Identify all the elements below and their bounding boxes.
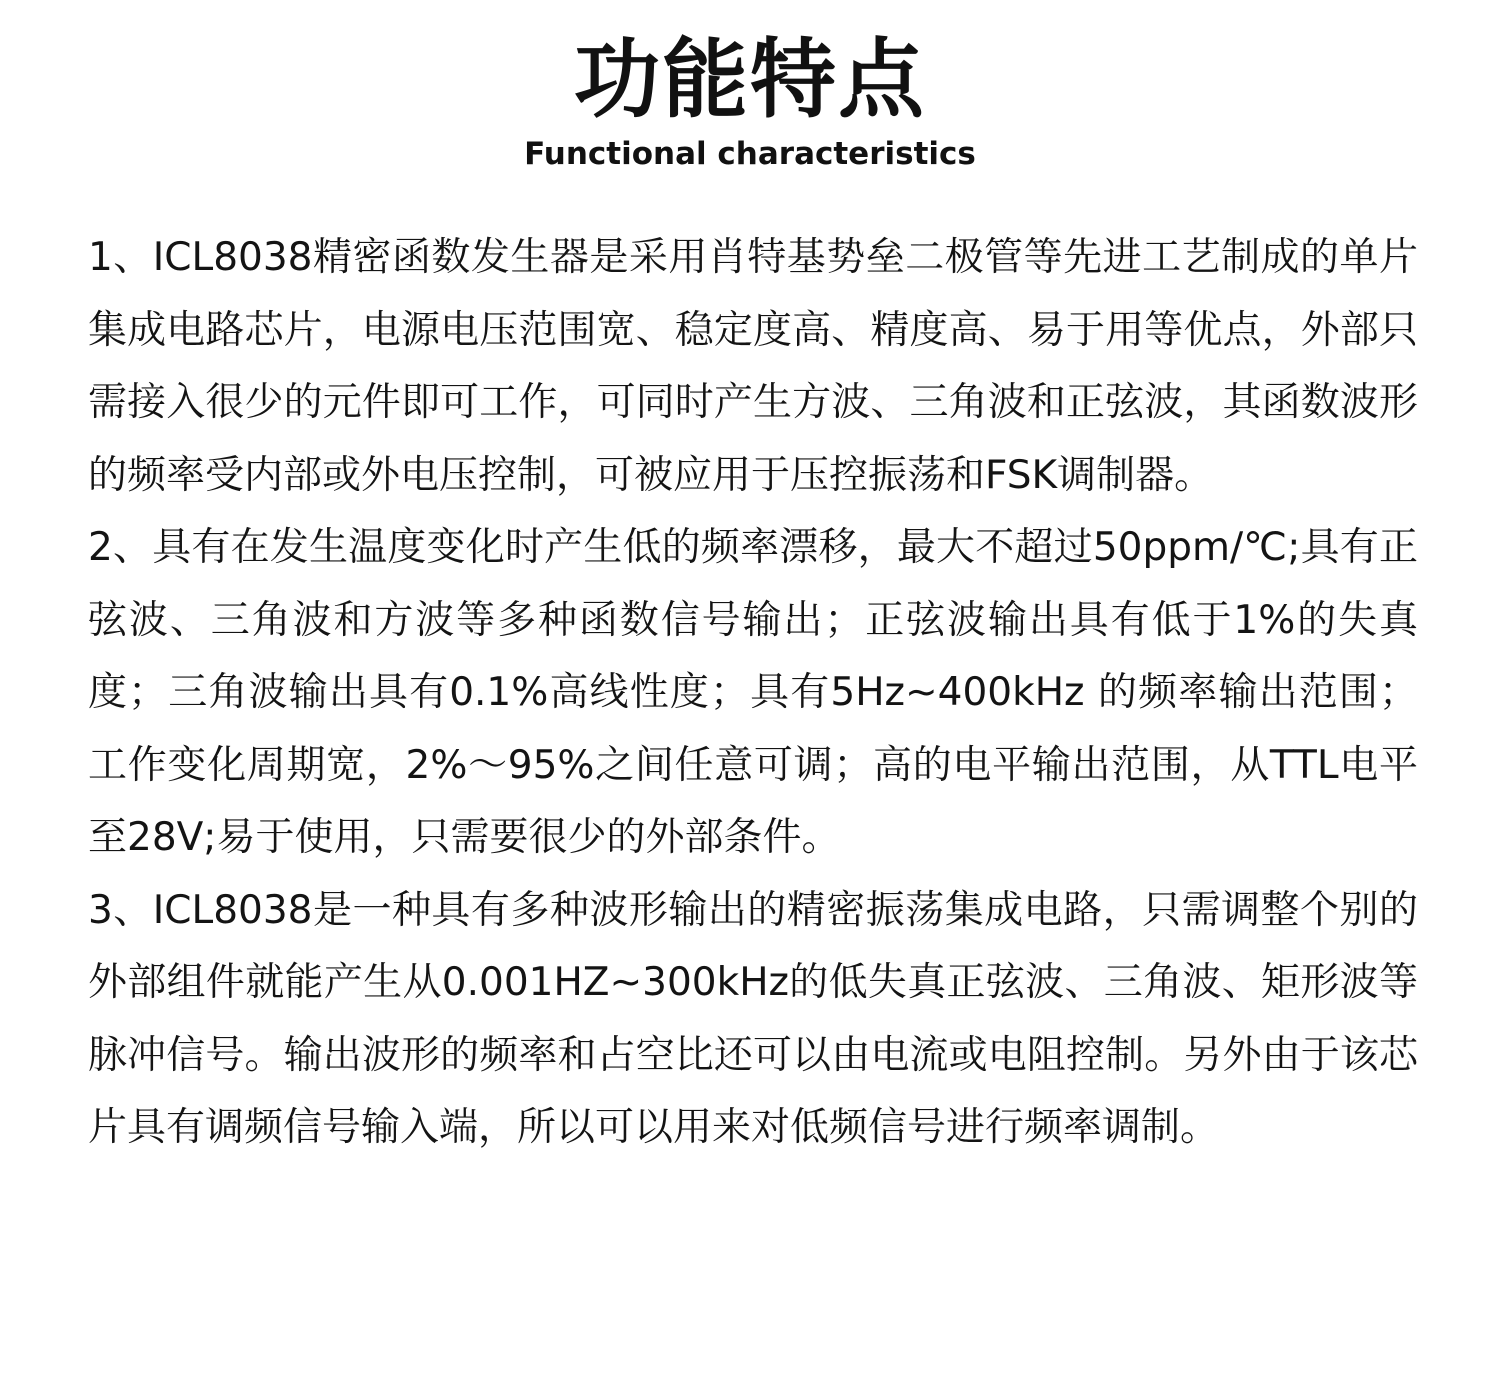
header	[0, 28, 1500, 174]
feature-paragraph-1: 1、ICL8038精密函数发生器是采用肖特基势垒二极管等先进工艺制成的单片集成电路芯片，电源电压范围宽、稳定度高、精度高、易于用等优点，外部只需接入很少的元件即可工作，可同时产生方波、三角波和正弦波，其函数波形的频率受内部或外电压控制，可被应用于压控振荡和FSK调制器。	[88, 235, 1418, 498]
page-subtitle: Functional characteristics	[524, 136, 976, 172]
features-content	[88, 222, 1418, 1165]
feature-paragraph-2: 2、具有在发生温度变化时产生低的频率漂移，最大不超过50ppm/℃;具有正弦波、三角波和方波等多种函数信号输出；正弦波输出具有低于1%的失真度；三角波输出具有0.1%高线性度；具有5Hz~400kHz 的频率输出范围；工作变化周期宽，2%～95%之间任意可调；高的电平输出范围，从TTL电平至28V;易于使用，只需要很少的外部条件。	[88, 525, 1418, 860]
feature-paragraph-3: 3、ICL8038是一种具有多种波形输出的精密振荡集成电路，只需调整个别的外部组件就能产生从0.001HZ~300kHz的低失真正弦波、三角波、矩形波等脉冲信号。输出波形的频率和占空比还可以由电流或电阻控制。另外由于该芯片具有调频信号输入端，所以可以用来对低频信号进行频率调制。	[88, 887, 1418, 1150]
page-title: 功能特点	[574, 30, 926, 130]
